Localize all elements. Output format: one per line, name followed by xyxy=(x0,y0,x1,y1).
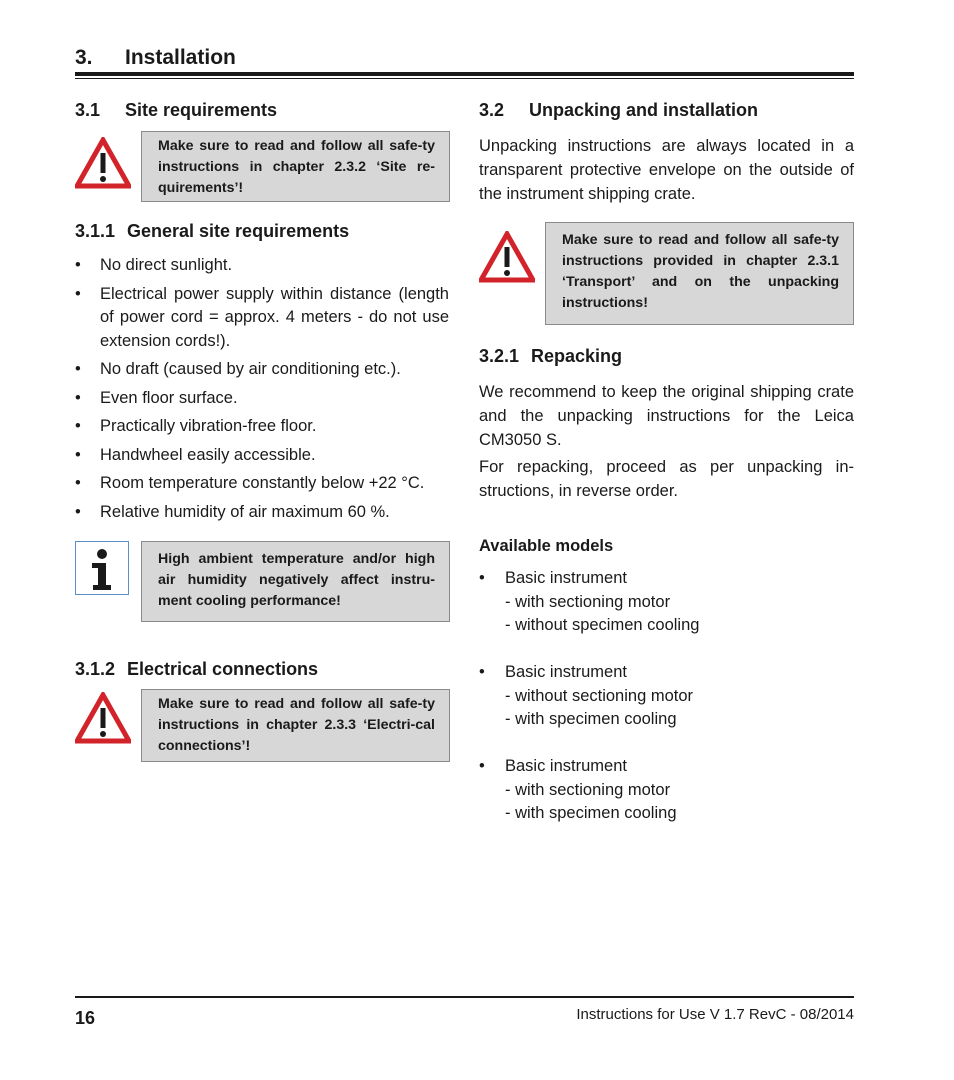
model-name: Basic instrument xyxy=(505,757,627,775)
section-heading-repacking xyxy=(479,346,622,367)
footer-text: Instructions for Use V 1.7 RevC - 08/2014 xyxy=(576,1006,854,1023)
repacking-text-2: For repacking, proceed as per unpacking in-structions, in reverse order. xyxy=(479,458,854,500)
list-item: • Electrical power supply within distance (length of power cord = approx. 4 meters - do not use extension cords!). xyxy=(75,284,449,350)
model-feature: - with specimen cooling xyxy=(505,710,677,728)
chapter-number: 3. xyxy=(75,46,93,69)
section-title: Unpacking and installation xyxy=(529,100,759,120)
warning-text: Make sure to read and follow all safe-ty instructions in chapter 2.3.2 ‘Site re-quirements’! xyxy=(158,138,435,196)
section-title: Electrical connections xyxy=(127,659,319,679)
list-item: • Practically vibration-free floor. xyxy=(75,417,317,435)
section-heading-electrical xyxy=(75,659,318,680)
list-item: • Even floor surface. xyxy=(75,388,238,407)
info-icon xyxy=(75,541,129,595)
warning-box-electrical xyxy=(141,689,450,762)
info-text: High ambient temperature and/or high air humidity negatively affect instru-ment cooling performance! xyxy=(158,551,435,609)
list-item: • Handwheel easily accessible. xyxy=(75,445,316,464)
warning-text: Make sure to read and follow all safe-ty instructions in chapter 2.3.3 ‘Electri-cal connections’! xyxy=(158,696,435,754)
chapter-title-text: Installation xyxy=(125,46,236,69)
warning-box-unpacking xyxy=(545,222,854,325)
header-rule xyxy=(75,72,854,76)
section-heading-unpacking xyxy=(479,100,758,121)
chapter-title xyxy=(75,46,236,70)
unpacking-text: Unpacking instructions are always located in a transparent protective envelope on the outside of the instrument shipping crate. xyxy=(479,137,854,203)
header-rule-thin xyxy=(75,78,854,79)
model-feature: - without sectioning motor xyxy=(505,686,694,705)
list-item: • No direct sunlight. xyxy=(75,256,233,274)
model-feature: - with specimen cooling xyxy=(505,804,677,822)
available-models-heading: Available models xyxy=(479,537,614,555)
section-title: Repacking xyxy=(531,346,623,366)
section-number: 3.1.1 xyxy=(75,221,116,241)
model-feature: - without specimen cooling xyxy=(505,616,700,634)
footer-rule xyxy=(75,996,854,998)
section-title: General site requirements xyxy=(127,221,350,241)
model-item: • Basic instrument - with sectioning motor - without specimen cooling xyxy=(479,567,854,638)
list-item: • Relative humidity of air maximum 60 %. xyxy=(75,502,390,521)
warning-box-site xyxy=(141,131,450,202)
model-item: • Basic instrument - without sectioning motor - with specimen cooling xyxy=(479,661,854,732)
model-name: Basic instrument xyxy=(505,569,627,587)
section-number: 3.1.2 xyxy=(75,659,116,679)
list-item: • No draft (caused by air conditioning etc.). xyxy=(75,360,401,378)
warning-triangle-icon xyxy=(479,231,535,283)
repacking-text-1: We recommend to keep the original shipping crate and the unpacking instructions for the Leica CM3050 S. xyxy=(479,383,854,449)
list-item: • Room temperature constantly below +22 °C. xyxy=(75,474,425,492)
section-heading-site xyxy=(75,100,277,121)
section-number: 3.1 xyxy=(75,100,101,120)
warning-text: Make sure to read and follow all safe-ty instructions provided in chapter 2.3.1 ‘Transport’ and on the unpacking instructions! xyxy=(562,232,839,311)
model-feature: - with sectioning motor xyxy=(505,592,671,611)
model-item: • Basic instrument - with sectioning motor - with specimen cooling xyxy=(479,755,854,826)
model-feature: - with sectioning motor xyxy=(505,780,671,799)
section-number: 3.2.1 xyxy=(479,346,520,366)
warning-triangle-icon xyxy=(75,692,131,744)
section-heading-general xyxy=(75,221,349,242)
section-title: Site requirements xyxy=(125,100,278,120)
general-requirements-list xyxy=(75,254,449,524)
warning-triangle-icon xyxy=(75,137,131,189)
page-number: 16 xyxy=(75,1008,96,1028)
info-box-cooling xyxy=(141,541,450,622)
model-name: Basic instrument xyxy=(505,663,627,681)
section-number: 3.2 xyxy=(479,100,505,120)
